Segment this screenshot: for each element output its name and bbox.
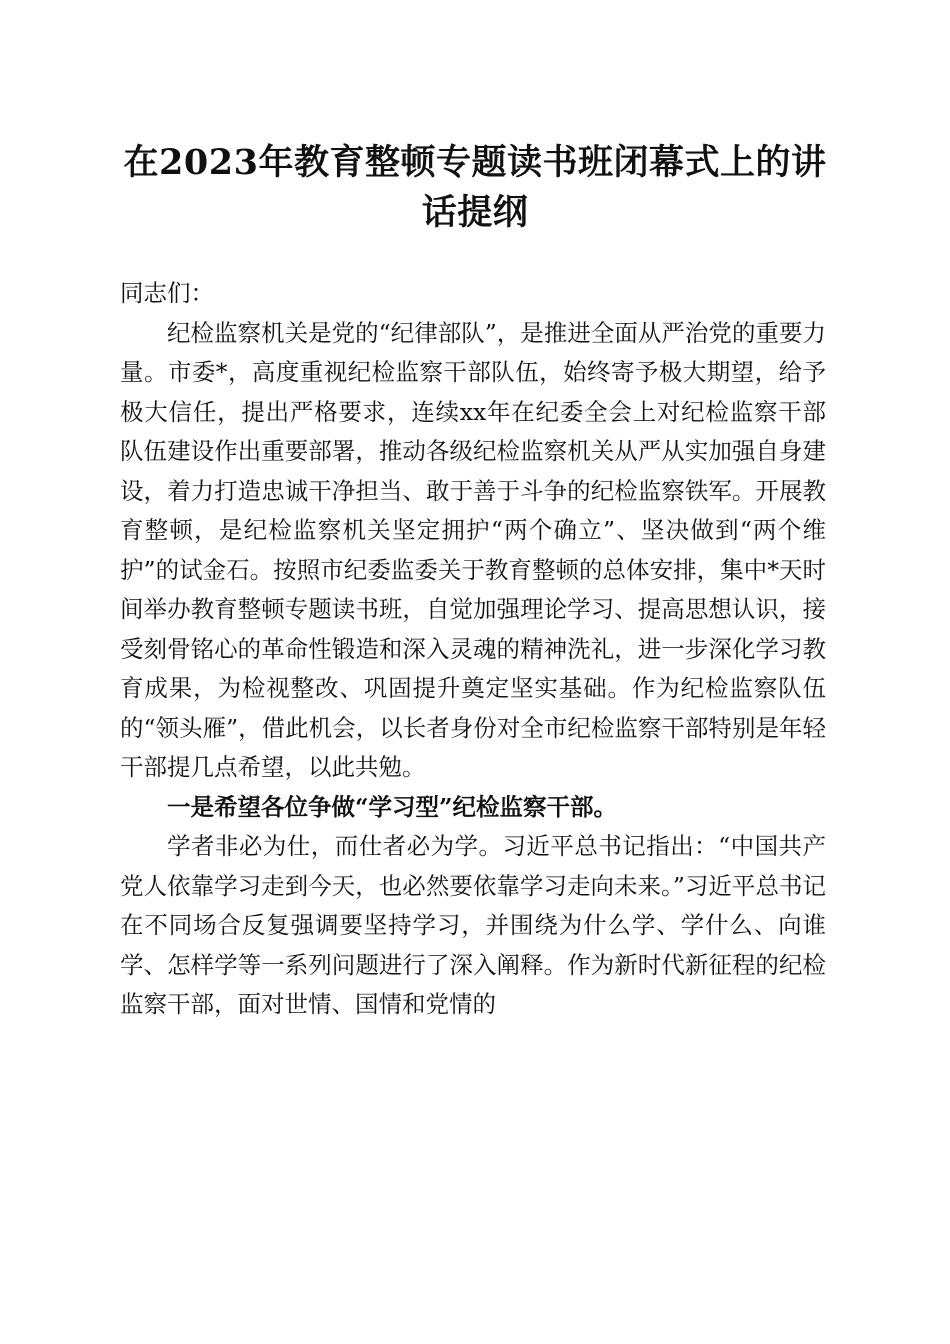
document-body (120, 274, 826, 1025)
intro-paragraph: 纪检监察机关是党的“纪律部队”，是推进全面从严治党的重要力量。市委*，高度重视纪检监察干部队伍，始终寄予极大期望，给予极大信任，提出严格要求，连续xx年在纪委全会上对纪检监察干部队伍建设作出重要部署，推动各级纪检监察机关从严从实加强自身建设，着力打造忠诚干净担当、敢于善于斗争的纪检监察铁军。开展教育整顿，是纪检监察机关坚定拥护“两个确立”、坚决做到“两个维护”的试金石。按照市纪委监委关于教育整顿的总体安排，集中*天时间举办教育整顿专题读书班，自觉加强理论学习、提高思想认识，接受刻骨铭心的革命性锻造和深入灵魂的精神洗礼，进一步深化学习教育成果，为检视整改、巩固提升奠定坚实基础。作为纪检监察队伍的“领头雁”，借此机会，以长者身份对全市纪检监察干部特别是年轻干部提几点希望，以此共勉。 (120, 318, 826, 781)
document-title: 在2023年教育整顿专题读书班闭幕式上的讲话提纲 (123, 142, 827, 233)
salutation: 同志们： (120, 279, 214, 307)
section-paragraph: 学者非必为仕，而仕者必为学。习近平总书记指出：“中国共产党人依靠学习走到今天，也必然要依靠学习走向未来。”习近平总书记在不同场合反复强调要坚持学习，并围绕为什么学、学什么、向谁学、怎样学等一系列问题进行了深入阐释。作为新时代新征程的纪检监察干部，面对世情、国情和党情的 (120, 832, 826, 1018)
section-heading: 一是希望各位争做“学习型”纪检监察干部。 (167, 792, 618, 821)
